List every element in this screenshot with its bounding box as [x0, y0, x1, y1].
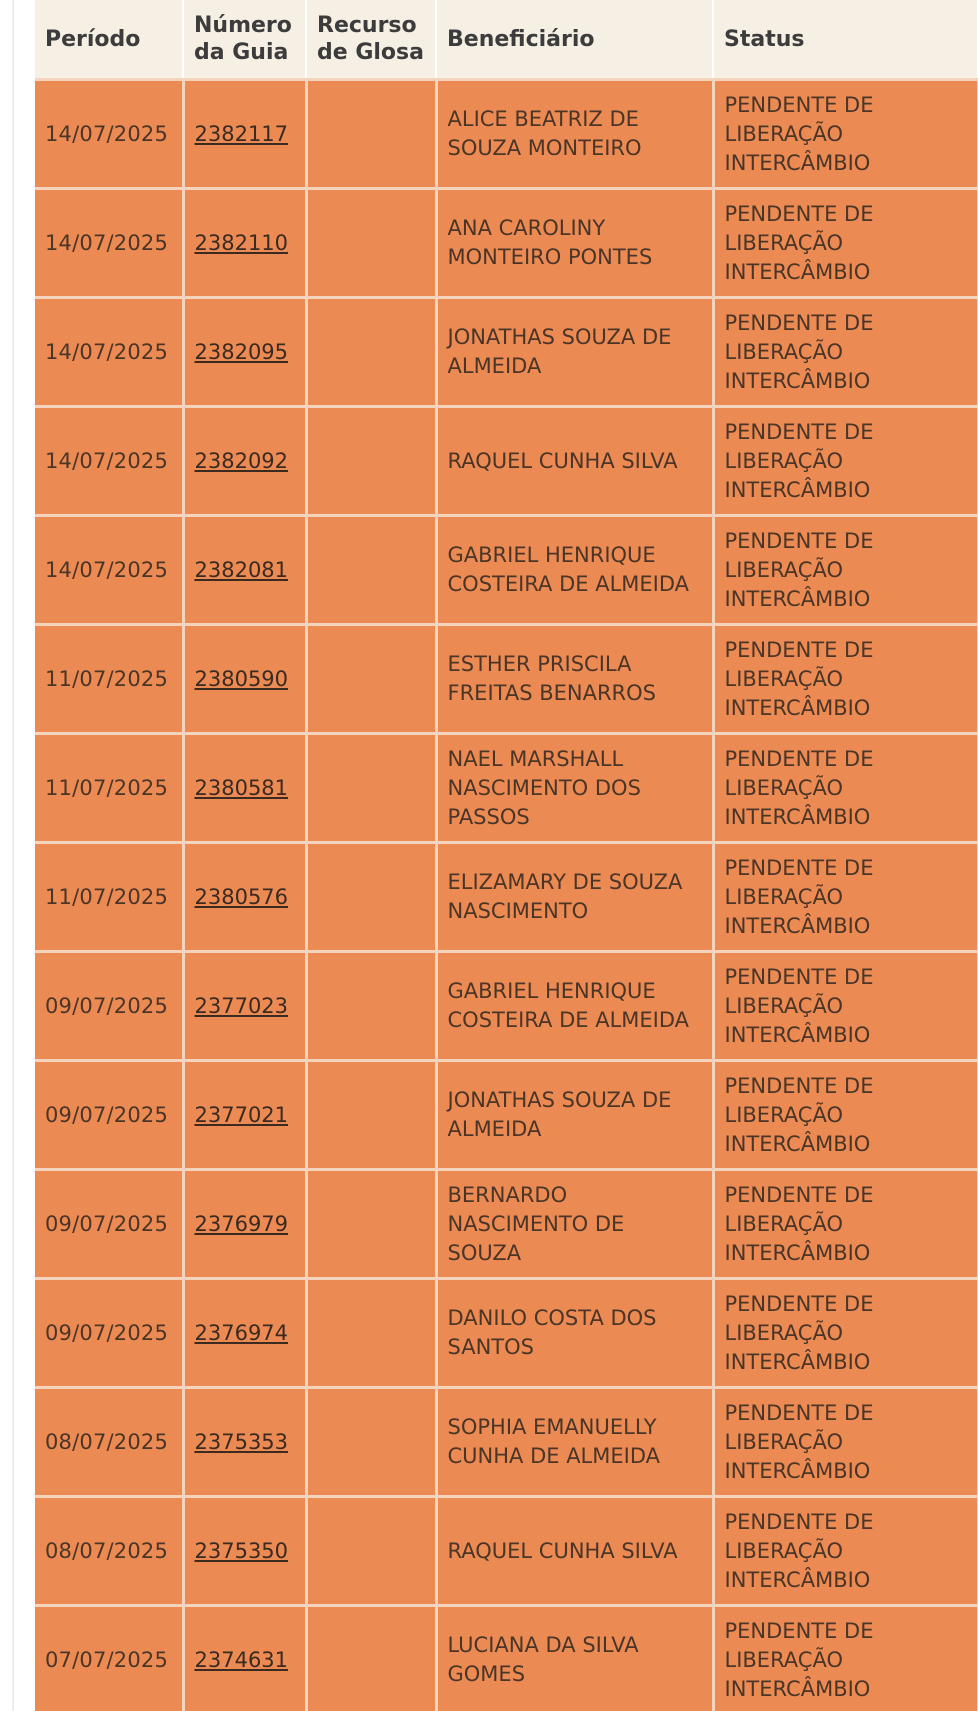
guide-number-link[interactable]: 2382092 [194, 448, 289, 473]
header-row [35, 0, 978, 80]
cell-status: PENDENTE DE LIBERAÇÃO INTERCÂMBIO [713, 516, 978, 625]
cell-status: PENDENTE DE LIBERAÇÃO INTERCÂMBIO [713, 843, 978, 952]
guide-number-link[interactable]: 2382095 [194, 339, 289, 364]
column-header-status[interactable] [713, 0, 978, 80]
cell-beneficiary: ELIZAMARY DE SOUZA NASCIMENTO [436, 843, 713, 952]
cell-appeal [306, 1388, 436, 1497]
cell-status: PENDENTE DE LIBERAÇÃO INTERCÂMBIO [713, 1170, 978, 1279]
cell-beneficiary: DANILO COSTA DOS SANTOS [436, 1279, 713, 1388]
cell-beneficiary: RAQUEL CUNHA SILVA [436, 407, 713, 516]
column-header-beneficiary[interactable] [436, 0, 713, 80]
cell-status: PENDENTE DE LIBERAÇÃO INTERCÂMBIO [713, 625, 978, 734]
guide-number-link[interactable]: 2377021 [194, 1102, 289, 1127]
table-row [35, 734, 978, 843]
cell-appeal [306, 952, 436, 1061]
column-header-beneficiary-label: Beneficiário [447, 26, 595, 52]
guide-number-link[interactable]: 2380590 [194, 666, 289, 691]
table-row [35, 1279, 978, 1388]
cell-appeal [306, 1606, 436, 1711]
cell-guide-number [183, 843, 306, 952]
cell-beneficiary: ANA CAROLINY MONTEIRO PONTES [436, 189, 713, 298]
cell-guide-number [183, 1606, 306, 1711]
column-header-guide-number-line2: da Guia [194, 40, 289, 65]
cell-period: 08/07/2025 [35, 1388, 183, 1497]
cell-guide-number [183, 80, 306, 189]
cell-beneficiary: GABRIEL HENRIQUE COSTEIRA DE ALMEIDA [436, 952, 713, 1061]
cell-period: 09/07/2025 [35, 1170, 183, 1279]
column-header-period[interactable] [35, 0, 183, 80]
column-header-period-label: Período [45, 26, 141, 52]
cell-beneficiary: JONATHAS SOUZA DE ALMEIDA [436, 298, 713, 407]
guide-number-link[interactable]: 2382110 [194, 230, 289, 255]
cell-status: PENDENTE DE LIBERAÇÃO INTERCÂMBIO [713, 734, 978, 843]
cell-appeal [306, 407, 436, 516]
cell-period: 09/07/2025 [35, 1279, 183, 1388]
guide-number-link[interactable]: 2374631 [194, 1647, 289, 1672]
cell-guide-number [183, 1279, 306, 1388]
column-header-appeal-line1: Recurso [317, 13, 417, 38]
cell-status: PENDENTE DE LIBERAÇÃO INTERCÂMBIO [713, 298, 978, 407]
cell-appeal [306, 1061, 436, 1170]
table-row [35, 1170, 978, 1279]
table-row [35, 843, 978, 952]
cell-status: PENDENTE DE LIBERAÇÃO INTERCÂMBIO [713, 952, 978, 1061]
cell-status: PENDENTE DE LIBERAÇÃO INTERCÂMBIO [713, 1388, 978, 1497]
cell-appeal [306, 734, 436, 843]
cell-guide-number [183, 952, 306, 1061]
guide-number-link[interactable]: 2377023 [194, 993, 289, 1018]
guides-table [35, 0, 978, 1711]
cell-guide-number [183, 516, 306, 625]
cell-period: 14/07/2025 [35, 189, 183, 298]
cell-status: PENDENTE DE LIBERAÇÃO INTERCÂMBIO [713, 407, 978, 516]
cell-beneficiary: SOPHIA EMANUELLY CUNHA DE ALMEIDA [436, 1388, 713, 1497]
cell-period: 14/07/2025 [35, 516, 183, 625]
cell-appeal [306, 1497, 436, 1606]
cell-period: 11/07/2025 [35, 843, 183, 952]
cell-guide-number [183, 189, 306, 298]
table-body [35, 80, 978, 1711]
cell-status: PENDENTE DE LIBERAÇÃO INTERCÂMBIO [713, 1497, 978, 1606]
guide-number-link[interactable]: 2380576 [194, 884, 289, 909]
left-border [12, 0, 14, 1711]
table-row [35, 625, 978, 734]
cell-beneficiary: ESTHER PRISCILA FREITAS BENARROS [436, 625, 713, 734]
guide-number-link[interactable]: 2382117 [194, 121, 289, 146]
table-header [35, 0, 978, 80]
column-header-guide-number-line1: Número [194, 13, 292, 38]
cell-period: 07/07/2025 [35, 1606, 183, 1711]
cell-appeal [306, 843, 436, 952]
cell-appeal [306, 1170, 436, 1279]
cell-beneficiary: RAQUEL CUNHA SILVA [436, 1497, 713, 1606]
table-row [35, 189, 978, 298]
cell-period: 14/07/2025 [35, 407, 183, 516]
cell-guide-number [183, 1170, 306, 1279]
cell-guide-number [183, 298, 306, 407]
cell-status: PENDENTE DE LIBERAÇÃO INTERCÂMBIO [713, 1279, 978, 1388]
table-row [35, 407, 978, 516]
column-header-appeal[interactable] [306, 0, 436, 80]
cell-period: 11/07/2025 [35, 734, 183, 843]
cell-guide-number [183, 407, 306, 516]
cell-appeal [306, 1279, 436, 1388]
column-header-guide-number[interactable] [183, 0, 306, 80]
cell-guide-number [183, 1497, 306, 1606]
column-header-appeal-line2: de Glosa [317, 40, 424, 65]
cell-status: PENDENTE DE LIBERAÇÃO INTERCÂMBIO [713, 80, 978, 189]
guide-number-link[interactable]: 2375350 [194, 1538, 289, 1563]
cell-appeal [306, 298, 436, 407]
cell-beneficiary: GABRIEL HENRIQUE COSTEIRA DE ALMEIDA [436, 516, 713, 625]
guide-number-link[interactable]: 2376974 [194, 1320, 289, 1345]
cell-period: 11/07/2025 [35, 625, 183, 734]
table-row [35, 516, 978, 625]
cell-guide-number [183, 625, 306, 734]
guide-number-link[interactable]: 2382081 [194, 557, 289, 582]
cell-status: PENDENTE DE LIBERAÇÃO INTERCÂMBIO [713, 1606, 978, 1711]
table-row [35, 80, 978, 189]
cell-period: 14/07/2025 [35, 80, 183, 189]
cell-appeal [306, 80, 436, 189]
table-row [35, 298, 978, 407]
guide-number-link[interactable]: 2376979 [194, 1211, 289, 1236]
cell-beneficiary: JONATHAS SOUZA DE ALMEIDA [436, 1061, 713, 1170]
cell-period: 09/07/2025 [35, 952, 183, 1061]
cell-beneficiary: LUCIANA DA SILVA GOMES [436, 1606, 713, 1711]
cell-appeal [306, 625, 436, 734]
cell-beneficiary: BERNARDO NASCIMENTO DE SOUZA [436, 1170, 713, 1279]
cell-guide-number [183, 1061, 306, 1170]
cell-beneficiary: ALICE BEATRIZ DE SOUZA MONTEIRO [436, 80, 713, 189]
cell-period: 08/07/2025 [35, 1497, 183, 1606]
guide-number-link[interactable]: 2380581 [194, 775, 289, 800]
cell-appeal [306, 189, 436, 298]
table-row [35, 952, 978, 1061]
cell-period: 09/07/2025 [35, 1061, 183, 1170]
table-row [35, 1061, 978, 1170]
cell-period: 14/07/2025 [35, 298, 183, 407]
cell-guide-number [183, 1388, 306, 1497]
table-row [35, 1606, 978, 1711]
cell-status: PENDENTE DE LIBERAÇÃO INTERCÂMBIO [713, 189, 978, 298]
cell-beneficiary: NAEL MARSHALL NASCIMENTO DOS PASSOS [436, 734, 713, 843]
guide-number-link[interactable]: 2375353 [194, 1429, 289, 1454]
cell-status: PENDENTE DE LIBERAÇÃO INTERCÂMBIO [713, 1061, 978, 1170]
column-header-status-label: Status [724, 26, 805, 52]
table-row [35, 1388, 978, 1497]
cell-appeal [306, 516, 436, 625]
cell-guide-number [183, 734, 306, 843]
table-row [35, 1497, 978, 1606]
